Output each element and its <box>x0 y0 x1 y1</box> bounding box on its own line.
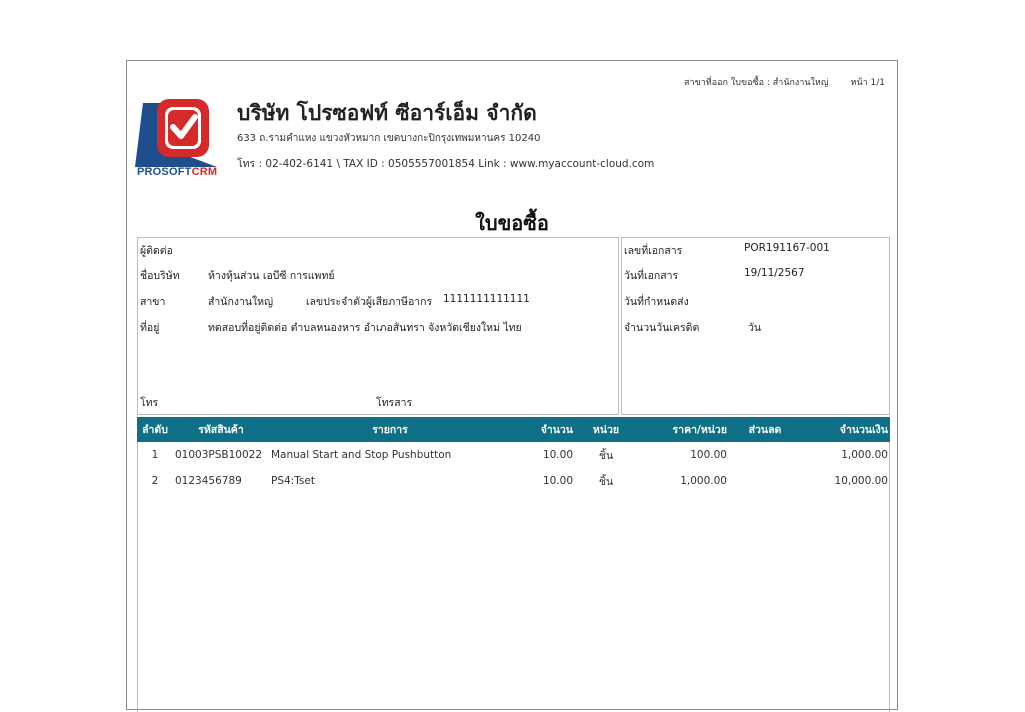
docdate-label: วันที่เอกสาร <box>624 270 679 282</box>
document-info-box <box>621 237 890 415</box>
company-contact: โทร : 02-402-6141 \ TAX ID : 0505557001854 Link : www.myaccount-cloud.com <box>237 158 655 170</box>
cell-unit-price: 1,000.00 <box>680 475 727 487</box>
cell-unit-price: 100.00 <box>690 449 727 461</box>
cell-code: 0123456789 <box>175 475 242 487</box>
address-label: ที่อยู่ <box>140 322 160 334</box>
company-value: ห้างหุ้นส่วน เอบีซี การแพทย์ <box>208 270 335 282</box>
page-header-info <box>684 75 885 89</box>
cell-quantity: 10.00 <box>542 449 573 461</box>
cell-seq: 2 <box>151 475 159 487</box>
purchase-request-page <box>126 60 898 710</box>
col-header-unit: หน่วย <box>579 417 633 442</box>
taxid-label: เลขประจำตัวผู้เสียภาษีอากร <box>306 296 433 308</box>
docno-label: เลขที่เอกสาร <box>624 245 683 257</box>
branch-label: สาขา <box>140 296 166 308</box>
cell-description: Manual Start and Stop Pushbutton <box>271 449 452 461</box>
taxid-value: 1111111111111 <box>443 293 530 305</box>
cell-seq: 1 <box>151 449 159 461</box>
col-header-discount: ส่วนลด <box>733 417 797 442</box>
cell-amount: 10,000.00 <box>834 475 888 487</box>
col-header-amount: จำนวนเงิน <box>797 417 890 442</box>
fax-label: โทรสาร <box>376 397 413 409</box>
address-value: ทดสอบที่อยู่ติดต่อ ตำบลหนองหาร อำเภอสันทรา จังหวัดเชียงใหม่ ไทย <box>208 322 522 334</box>
cell-unit: ชิ้น <box>598 475 614 488</box>
contact-label: ผู้ติดต่อ <box>140 245 173 257</box>
vendor-info-box <box>137 237 619 415</box>
page-number: หน้า 1/1 <box>850 78 885 88</box>
cell-quantity: 10.00 <box>542 475 573 487</box>
company-address: 633 ถ.รามคำแหง แขวงหัวหมาก เขตบางกะปิกรุงเทพมหานคร 10240 <box>237 133 541 144</box>
cell-discount <box>733 468 797 494</box>
document-title: ใบขอซื้อ <box>475 211 549 235</box>
cell-amount: 1,000.00 <box>841 449 888 461</box>
items-table <box>137 417 890 494</box>
credit-days-value: วัน <box>748 322 762 334</box>
company-name: บริษัท โปรซอฟท์ ซีอาร์เอ็ม จำกัด <box>237 101 537 125</box>
branch-value: สำนักงานใหญ่ <box>208 296 274 308</box>
issuing-branch: สาขาที่ออก ใบขอซื้อ : สำนักงานใหญ่ <box>684 78 829 88</box>
table-header-row <box>137 417 890 442</box>
cell-discount <box>733 442 797 468</box>
cell-description: PS4:Tset <box>271 475 315 487</box>
col-header-unit-price: ราคา/หน่วย <box>633 417 733 442</box>
due-date-label: วันที่กำหนดส่ง <box>624 296 689 308</box>
company-label: ชื่อบริษัท <box>140 270 180 282</box>
col-header-quantity: จำนวน <box>511 417 579 442</box>
col-header-description: รายการ <box>269 417 511 442</box>
logo-wordmark: PROSOFTCRM <box>137 166 218 178</box>
phone-label: โทร <box>140 397 159 409</box>
docdate-value: 19/11/2567 <box>744 267 805 279</box>
table-row <box>137 468 890 494</box>
docno-value: POR191167-001 <box>744 242 830 254</box>
credit-days-label: จำนวนวันเครดิต <box>624 322 700 334</box>
col-header-code: รหัสสินค้า <box>173 417 269 442</box>
col-header-seq: ลำดับ <box>137 417 173 442</box>
cell-code: 01003PSB10022 <box>175 449 263 461</box>
table-row <box>137 442 890 468</box>
cell-unit: ชิ้น <box>598 449 614 462</box>
